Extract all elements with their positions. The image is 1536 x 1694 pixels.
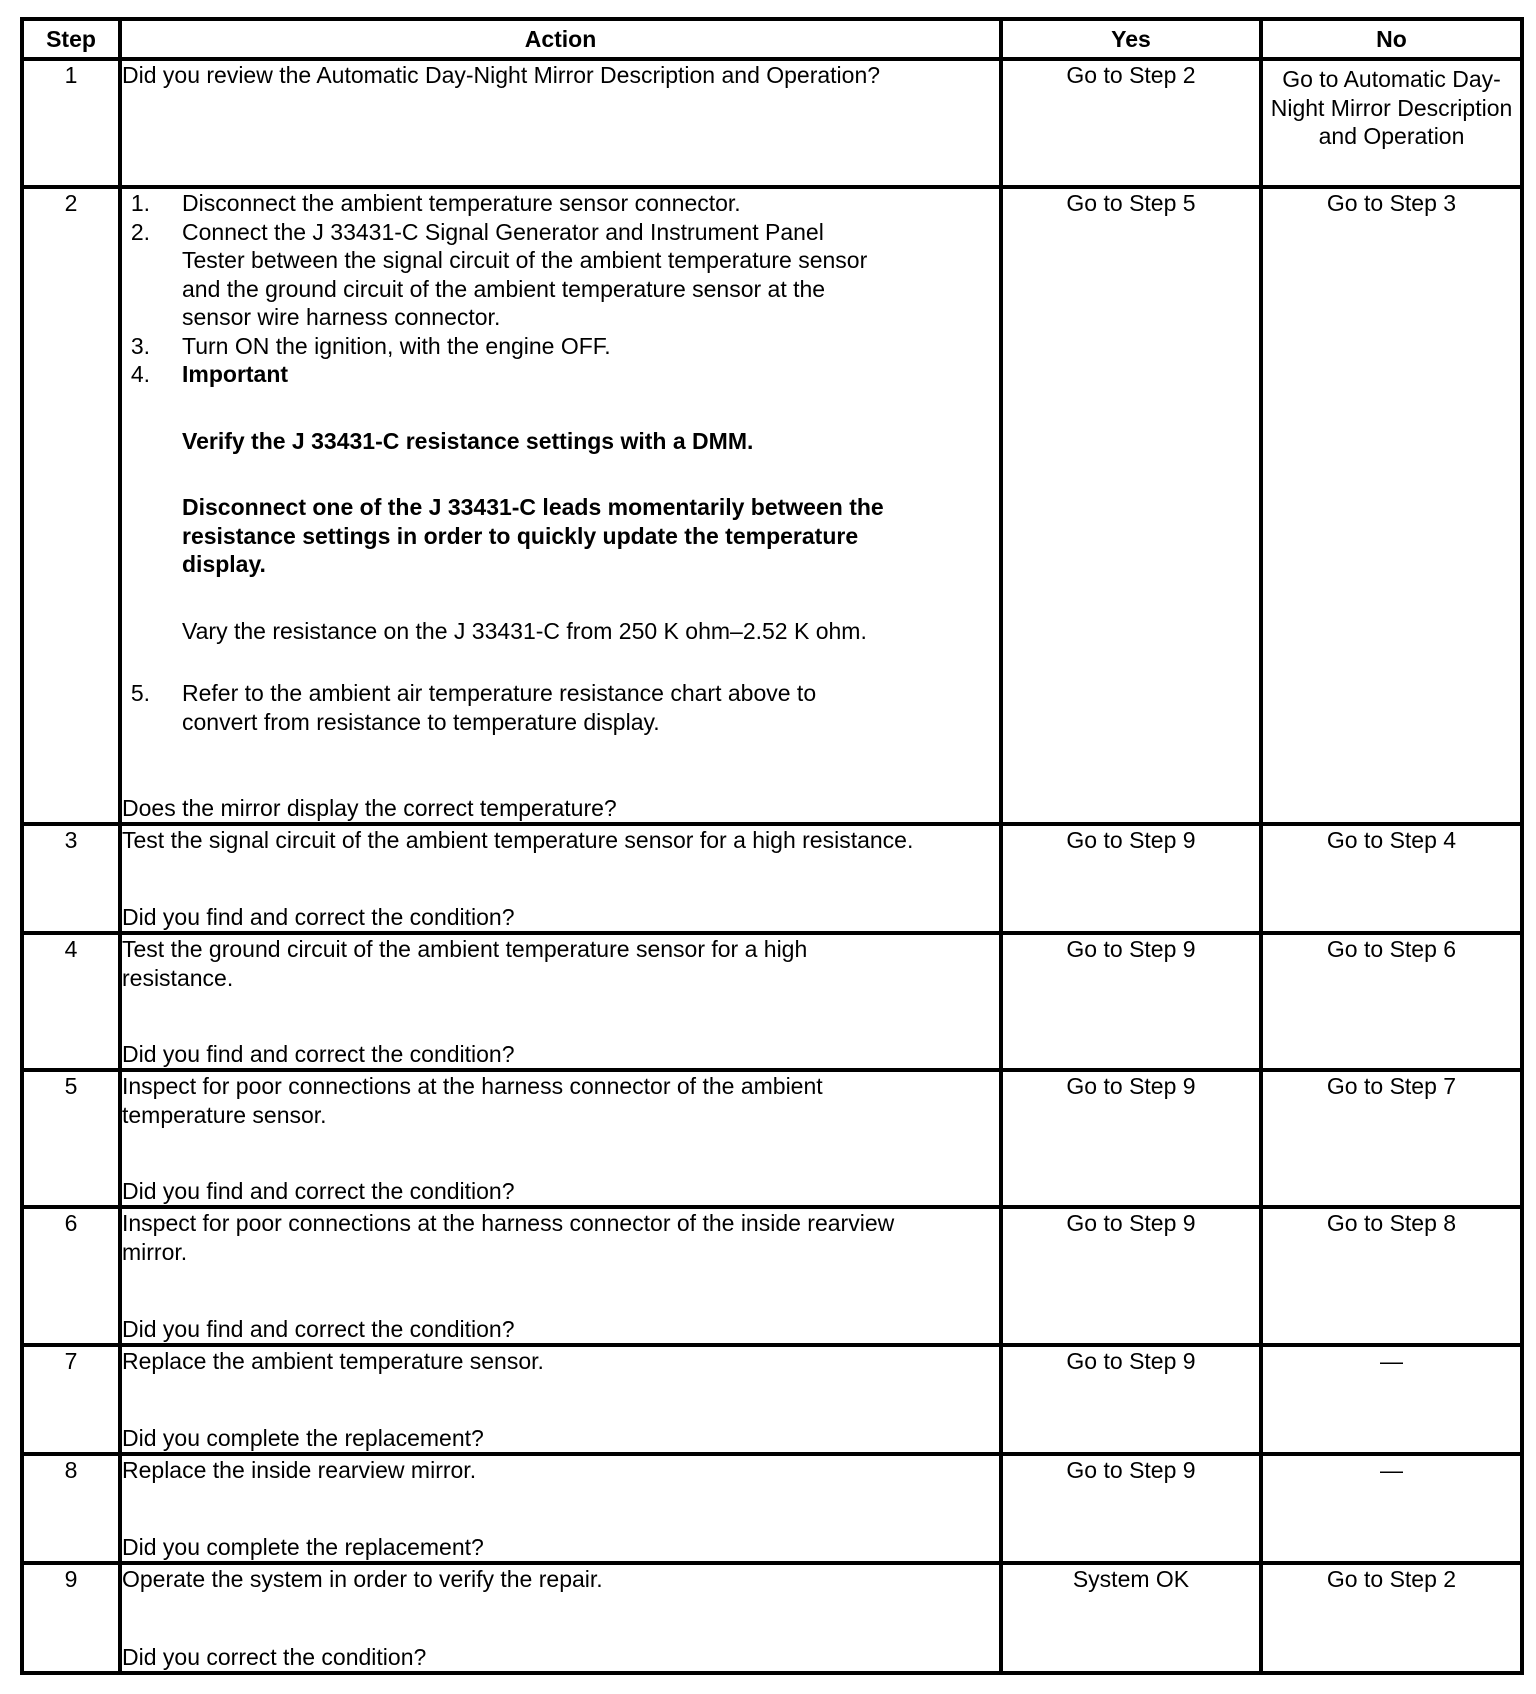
no-cell: Go to Step 6 (1261, 933, 1522, 1070)
step-number: 3 (22, 824, 120, 933)
table-row (22, 1563, 1522, 1673)
yes-cell: Go to Step 2 (1001, 59, 1261, 187)
action-text: Replace the inside rearview mirror. (122, 1457, 477, 1483)
list-item: 3. Turn ON the ignition, with the engine OFF. (130, 332, 611, 359)
table-row (22, 933, 1522, 1070)
no-cell: — (1261, 1345, 1522, 1454)
important-disconnect: Disconnect one of the J 33431-C leads momentarily between the resistance settings in order to quickly update the temperature display. (182, 494, 884, 577)
action-cell (120, 1345, 1001, 1454)
table-row (22, 1454, 1522, 1563)
table-row (22, 1345, 1522, 1454)
yes-cell: Go to Step 5 (1001, 187, 1261, 824)
step-number: 9 (22, 1563, 120, 1673)
table-row (22, 187, 1522, 824)
action-cell (120, 59, 1001, 187)
step-number: 2 (22, 187, 120, 824)
step-number: 4 (22, 933, 120, 1070)
action-cell (120, 1454, 1001, 1563)
list-item: 2. Connect the J 33431-C Signal Generator and Instrument Panel Tester between the signal circuit of the ambient temperature sensor and the ground circuit of the ambient temperature sensor at the sensor wire harness connector. (130, 218, 868, 330)
question-text: Did you find and correct the condition? (122, 1040, 515, 1067)
action-cell (120, 1207, 1001, 1345)
header-step: Step (22, 19, 120, 59)
no-cell: — (1261, 1454, 1522, 1563)
no-cell: Go to Step 4 (1261, 824, 1522, 933)
yes-cell: Go to Step 9 (1001, 933, 1261, 1070)
table-row (22, 824, 1522, 933)
action-text: Test the ground circuit of the ambient temperature sensor for a high resistance. (122, 936, 808, 991)
question-text: Did you correct the condition? (122, 1643, 427, 1670)
step-number: 7 (22, 1345, 120, 1454)
question-text: Did you find and correct the condition? (122, 1177, 515, 1204)
list-item: 5. Refer to the ambient air temperature resistance chart above to convert from resistance to temperature display. (130, 680, 817, 735)
action-text: Inspect for poor connections at the harness connector of the ambient temperature sensor. (122, 1073, 823, 1128)
step-list (122, 189, 999, 736)
yes-cell: Go to Step 9 (1001, 824, 1261, 933)
yes-cell: Go to Step 9 (1001, 1454, 1261, 1563)
no-cell: Go to Step 2 (1261, 1563, 1522, 1673)
action-text: Replace the ambient temperature sensor. (122, 1348, 544, 1374)
yes-cell: Go to Step 9 (1001, 1345, 1261, 1454)
step-number: 6 (22, 1207, 120, 1345)
action-cell (120, 187, 1001, 824)
question-text: Does the mirror display the correct temperature? (122, 794, 617, 821)
step-number: 5 (22, 1070, 120, 1207)
table-row (22, 1070, 1522, 1207)
action-cell (120, 933, 1001, 1070)
list-item: 1. Disconnect the ambient temperature sensor connector. (130, 190, 741, 216)
header-row (22, 19, 1522, 59)
action-cell (120, 1563, 1001, 1673)
diagnostic-table (20, 17, 1524, 1675)
yes-cell: Go to Step 9 (1001, 1207, 1261, 1345)
important-verify: Verify the J 33431-C resistance settings with a DMM. (182, 427, 754, 454)
list-item: 4. Important Verify the J 33431-C resistance settings with a DMM. Disconnect one of the J 33431-C leads momentarily between the resistance settings in order to quickly update the temperature display. Vary the resistance on the J 33431-C from 250 K ohm–2.52 K ohm. (122, 360, 999, 645)
header-yes: Yes (1001, 19, 1261, 59)
action-cell (120, 1070, 1001, 1207)
vary-resistance-note: Vary the resistance on the J 33431-C from 250 K ohm–2.52 K ohm. (182, 617, 867, 644)
no-cell: Go to Automatic Day-Night Mirror Description and Operation (1261, 59, 1522, 187)
no-cell: Go to Step 8 (1261, 1207, 1522, 1345)
question-text: Did you find and correct the condition? (122, 903, 515, 930)
yes-cell: System OK (1001, 1563, 1261, 1673)
table-row (22, 1207, 1522, 1345)
action-text: Did you review the Automatic Day-Night Mirror Description and Operation? (122, 62, 881, 88)
step-number: 8 (22, 1454, 120, 1563)
step-number: 1 (22, 59, 120, 187)
important-heading: Important (182, 361, 289, 387)
no-cell: Go to Step 3 (1261, 187, 1522, 824)
question-text: Did you complete the replacement? (122, 1424, 484, 1451)
header-no: No (1261, 19, 1522, 59)
no-cell: Go to Step 7 (1261, 1070, 1522, 1207)
yes-cell: Go to Step 9 (1001, 1070, 1261, 1207)
question-text: Did you find and correct the condition? (122, 1315, 515, 1342)
table-row (22, 59, 1522, 187)
action-text: Test the signal circuit of the ambient temperature sensor for a high resistance. (122, 827, 914, 853)
action-cell (120, 824, 1001, 933)
header-action: Action (120, 19, 1001, 59)
action-text: Inspect for poor connections at the harness connector of the inside rearview mirror. (122, 1210, 895, 1265)
action-text: Operate the system in order to verify the repair. (122, 1566, 603, 1592)
question-text: Did you complete the replacement? (122, 1533, 484, 1560)
